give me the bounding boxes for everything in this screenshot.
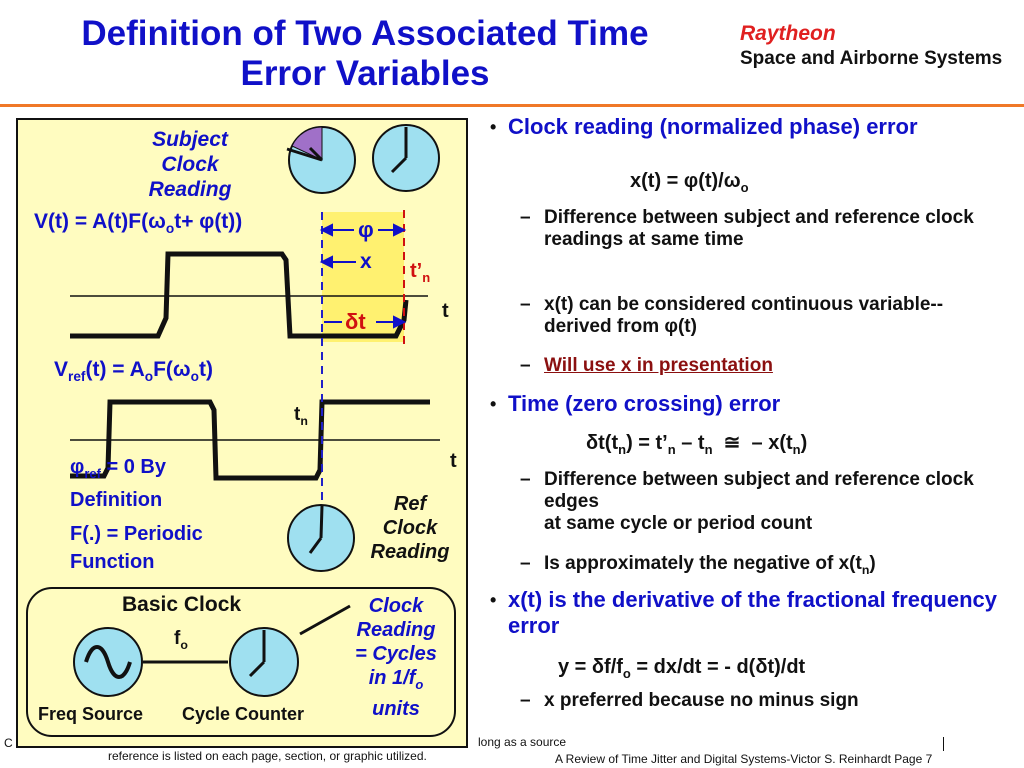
sub-bullet-edges [520, 469, 1010, 535]
clock-reading-note [336, 594, 456, 721]
subject-signal-equation [34, 210, 242, 236]
dash-icon: – [520, 355, 531, 376]
vref-end: t) [199, 358, 214, 381]
fo-text: f [174, 628, 181, 649]
phi-ref-line-2: Definition [70, 489, 163, 511]
dash-icon: – [520, 294, 531, 315]
bullet-time-error-text: Time (zero crossing) error [508, 391, 781, 416]
dash-icon: – [520, 469, 531, 490]
cycle-counter-icon [230, 628, 298, 696]
x-definition-equation [630, 170, 749, 195]
sub-bullet-no-minus [520, 690, 1010, 712]
tn-label [294, 404, 308, 428]
b2-eq-sub2: n [667, 442, 676, 457]
sub-bullet-difference [520, 207, 1010, 251]
vref-mid: (t) = A [85, 358, 145, 381]
b1-eq-text: x(t) = φ(t)/ω [630, 170, 741, 192]
footer-left-fragment: C [4, 736, 13, 750]
tprime-sub: n [422, 270, 431, 285]
vref-sub: ref [68, 369, 86, 385]
dash-icon: – [520, 207, 531, 228]
bullet-clock-reading-text: Clock reading (normalized phase) error [508, 114, 918, 139]
bullet-derivative-text: x(t) is the derivative of the fractional frequency error [508, 587, 998, 638]
fractional-frequency-equation [558, 656, 805, 681]
slide-title-line-2: Error Variables [240, 54, 490, 93]
bullet-clock-reading [490, 114, 1015, 140]
clock-reading-line-4 [336, 666, 456, 697]
vref-sub-o: o [144, 369, 154, 385]
periodic-line-1: F(.) = Periodic [70, 523, 203, 545]
phi-ref-suffix: = 0 By [100, 456, 166, 478]
footer-divider [943, 737, 944, 751]
b2-s2a: Is approximately the negative of x(t [544, 553, 862, 574]
sub-bullet-continuous-text: x(t) can be considered continuous variable--derived from φ(t) [544, 294, 944, 337]
tprime-text: t’ [410, 260, 423, 282]
tn-text: t [294, 404, 301, 425]
b2-eq-c: – t [675, 432, 705, 454]
phi-ref-sub: ref [84, 466, 101, 481]
phi-ref-line-1 [70, 454, 166, 487]
footer-note-2: reference is listed on each page, section, or graphic utilized. [108, 749, 427, 763]
cycle-counter-label: Cycle Counter [182, 704, 305, 724]
fo-label [174, 628, 188, 652]
ref-clock-line-1: Ref [393, 493, 427, 515]
periodic-line-2: Function [70, 551, 155, 573]
subject-clock-label-1: Subject [152, 128, 228, 151]
sub-bullet-edges-text [544, 469, 1010, 535]
bullet-dot-icon: • [490, 394, 497, 414]
sub-bullet-continuous [520, 294, 1010, 338]
footer-note-1: long as a source [478, 735, 567, 749]
sub-bullet-negative [520, 553, 1010, 581]
clock-reading-line-1: Clock [368, 595, 424, 617]
bullet-derivative [490, 587, 1015, 639]
b2-eq-a: δt(t [586, 432, 619, 454]
dash-icon: – [520, 553, 531, 574]
clock-reading-4-text: in 1/f [368, 667, 416, 689]
clock-reading-line-5: units [372, 698, 420, 720]
v-eq-prefix: V(t) = A(t)F(ω [34, 210, 166, 233]
b2-eq-sub4: n [792, 442, 801, 457]
delta-t-equation [586, 430, 807, 457]
periodic-function-note [70, 520, 203, 576]
vref-sub-o2: o [190, 369, 200, 385]
bullet-dot-icon: • [490, 117, 497, 137]
ref-clock-icon [288, 505, 354, 571]
b3-eq-b: = dx/dt = - d(δt)/dt [630, 656, 806, 678]
subject-clock-label-3: Reading [148, 178, 232, 201]
reference-clock-icon [373, 125, 439, 191]
freq-source-icon [74, 628, 142, 696]
dash-icon: – [520, 690, 531, 711]
phi-label: φ [358, 217, 374, 242]
slide-title-line-1: Definition of Two Associated Time [81, 14, 649, 53]
v-eq-sub: o [165, 221, 175, 237]
b2-eq-b: ) = t’ [626, 432, 668, 454]
subject-clock-label [130, 127, 250, 202]
b3-eq-a: y = δf/f [558, 656, 623, 678]
clock-reading-line-3: = Cycles [355, 643, 437, 665]
basic-clock-label: Basic Clock [122, 593, 242, 616]
phi-ref-definition [70, 454, 166, 513]
lower-t-axis-label: t [450, 450, 457, 472]
ref-clock-line-2: Clock [382, 517, 438, 539]
sub-bullet-edges-line-2: at same cycle or period count [544, 513, 813, 534]
phi-ref-prefix: φ [70, 456, 85, 478]
bullet-dot-icon: • [490, 590, 497, 610]
subject-clock-icon [287, 127, 355, 193]
b2-eq-d: ≅ – x(t [712, 432, 793, 454]
delta-t-label: δt [345, 309, 366, 334]
upper-t-axis-label: t [442, 300, 449, 322]
raytheon-logo: Raytheon [740, 22, 836, 45]
b2-s2-sub: n [861, 562, 870, 577]
b2-s2b: ) [869, 553, 876, 574]
sub-bullet-use-x [520, 355, 1010, 377]
b2-eq-sub1: n [618, 442, 627, 457]
sub-bullet-no-minus-text: x preferred because no minus sign [544, 690, 859, 711]
tprime-label [410, 260, 430, 285]
ref-clock-line-3: Reading [370, 541, 450, 563]
bullet-time-error [490, 391, 1015, 417]
clock-reading-line-2: Reading [356, 619, 436, 641]
vref-prefix: V [54, 358, 69, 381]
b1-eq-sub: o [740, 180, 749, 195]
sub-bullet-negative-text [544, 553, 1010, 581]
sub-bullet-use-x-text: Will use x in presentation [544, 355, 773, 376]
tn-sub: n [300, 413, 308, 428]
clock-reading-4-sub: o [415, 677, 424, 692]
sub-bullet-edges-line-1: Difference between subject and reference clock edges [544, 469, 974, 512]
b2-eq-e: ) [800, 432, 808, 454]
freq-source-label: Freq Source [38, 704, 144, 724]
ref-signal-equation [54, 358, 213, 384]
sub-bullet-difference-text: Difference between subject and reference clock readings at same time [544, 207, 974, 250]
v-eq-suffix: t+ φ(t)) [174, 210, 243, 233]
ref-clock-label [358, 492, 462, 564]
vref-mid2: F(ω [153, 358, 191, 381]
subject-clock-label-2: Clock [161, 153, 219, 176]
x-label: x [360, 250, 372, 273]
b2-eq-sub3: n [704, 442, 713, 457]
b3-eq-sub: o [622, 666, 631, 681]
fo-sub: o [180, 637, 188, 652]
footer-page-info: A Review of Time Jitter and Digital Systems-Victor S. Reinhardt Page 7 [555, 752, 933, 766]
division-name: Space and Airborne Systems [740, 48, 1003, 69]
